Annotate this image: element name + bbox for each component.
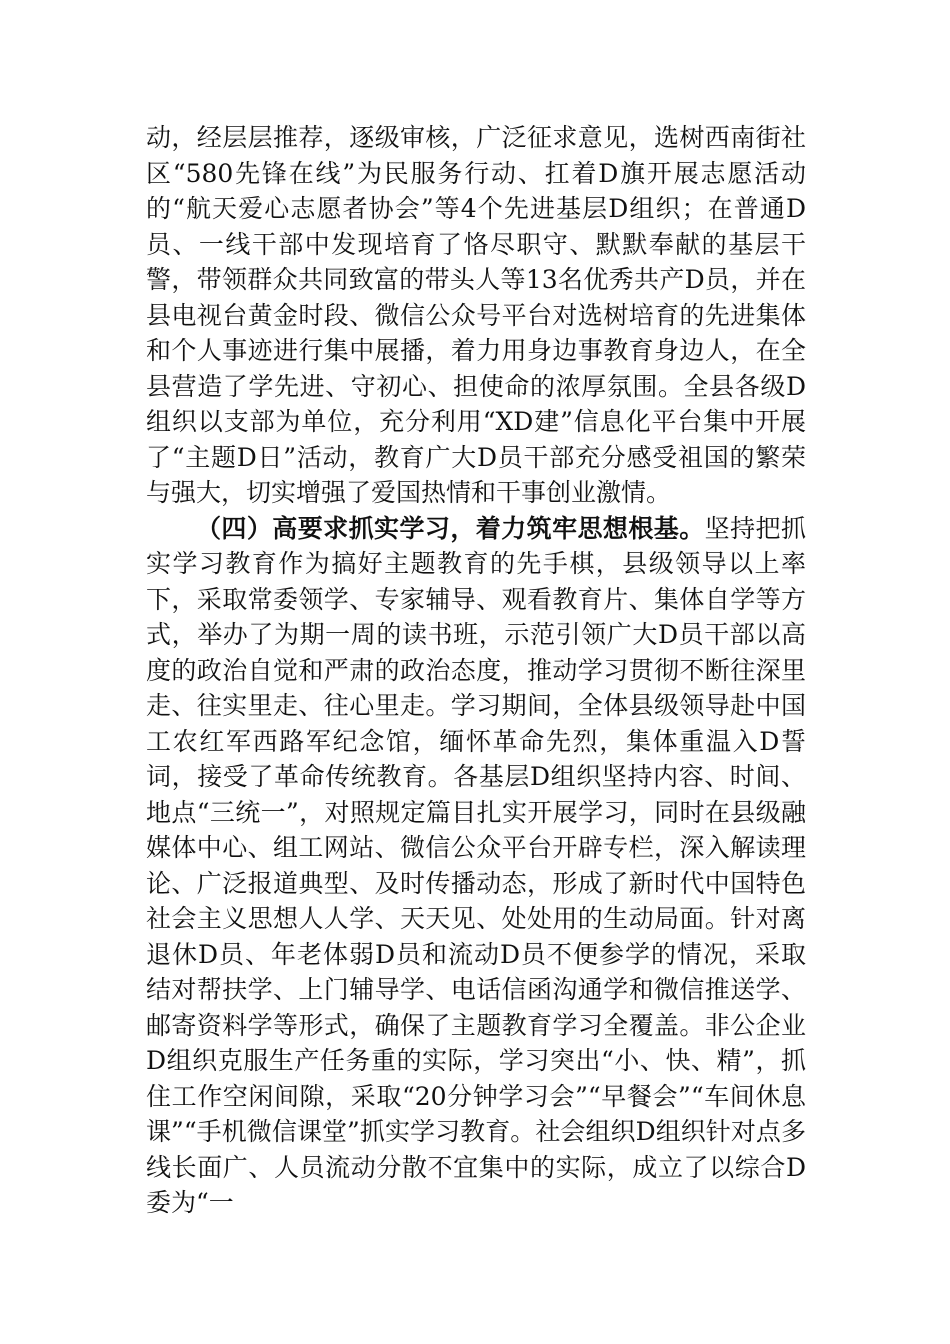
paragraph-1 bbox=[146, 120, 806, 511]
paragraph-1-text: 动，经层层推荐，逐级审核，广泛征求意见，选树西南街社区“580先锋在线”为民服务行动、扛着D旗开展志愿活动的“航天爱心志愿者协会”等4个先进基层D组织；在普通D员、一线干部中发现培育了恪尽职守、默默奉献的基层干警，带领群众共同致富的带头人等13名优秀共产D员，并在县电视台黄金时段、微信公众号平台对选树培育的先进集体和个人事迹进行集中展播，着力用身边事教育身边人，在全县营造了学先进、守初心、担使命的浓厚氛围。全县各级D组织以支部为单位，充分利用“XD建”信息化平台集中开展了“主题D日”活动，教育广大D员干部充分感受祖国的繁荣与强大，切实增强了爱国热情和干事创业激情。 bbox=[146, 123, 806, 507]
paragraph-2 bbox=[146, 511, 806, 1221]
document-page bbox=[146, 120, 806, 1221]
paragraph-2-text: 坚持把抓实学习教育作为搞好主题教育的先手棋，县级领导以上率下，采取常委领学、专家辅导、观看教育片、集体自学等方式，举办了为期一周的读书班，示范引领广大D员干部以高度的政治自觉和严肃的政治态度，推动学习贯彻不断往深里走、往实里走、往心里走。学习期间，全体县级领导赴中国工农红军西路军纪念馆，缅怀革命先烈，集体重温入D誓词，接受了革命传统教育。各基层D组织坚持内容、时间、地点“三统一”，对照规定篇目扎实开展学习，同时在县级融媒体中心、组工网站、微信公众平台开辟专栏，深入解读理论、广泛报道典型、及时传播动态，形成了新时代中国特色社会主义思想人人学、天天见、处处用的生动局面。针对离退休D员、年老体弱D员和流动D员不便参学的情况，采取结对帮扶学、上门辅导学、电话信函沟通学和微信推送学、邮寄资料学等形式，确保了主题教育学习全覆盖。非公企业D组织克服生产任务重的实际，学习突出“小、快、精”，抓住工作空闲间隙，采取“20分钟学习会”“早餐会”“车间休息课”“手机微信课堂”抓实学习教育。社会组织D组织针对点多线长面广、人员流动分散不宜集中的实际，成立了以综合D委为“一 bbox=[146, 513, 806, 1217]
section-heading-4: （四）高要求抓实学习，着力筑牢思想根基。 bbox=[196, 513, 705, 543]
